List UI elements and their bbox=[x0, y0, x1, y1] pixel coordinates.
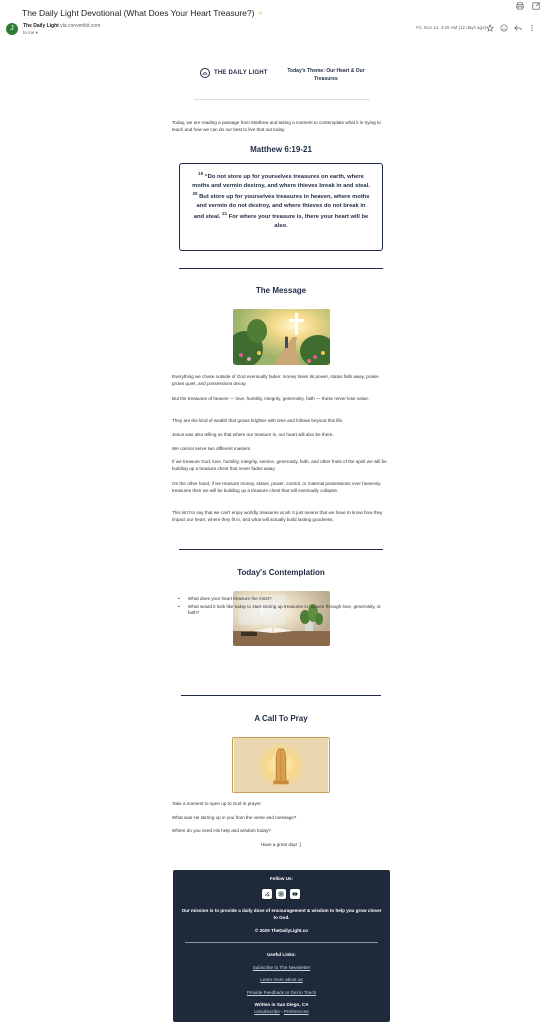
message-paragraph: Jesus was also telling us that where our treasure is, our heart will also be there. bbox=[172, 432, 334, 437]
newsletter-footer bbox=[173, 870, 390, 1022]
path-to-cross-icon bbox=[233, 309, 330, 365]
email-date: Fri, Nov 14, 4:26 AM (12 days ago) bbox=[416, 25, 486, 30]
email-subject-row bbox=[22, 6, 532, 20]
verse-number: 19 bbox=[198, 171, 204, 176]
pray-paragraph: Take a moment to open up to God in prayer. bbox=[172, 801, 262, 806]
message-paragraph: On the other hand, if we treasure money, status, power, control, or material possessions over heavenly treasures then we will be building up a treasure chest that will eventually collapse. bbox=[172, 481, 381, 493]
message-paragraph: If we treasure God, love, humility, integrity, service, generosity, faith, and other fruits of the spirit we will be building up a treasure chest that never fades away. bbox=[172, 459, 387, 471]
footer-manage-links bbox=[173, 1009, 390, 1014]
message-heading: The Message bbox=[255, 286, 307, 295]
email-subject: The Daily Light Devotional (What Does Your Heart Treasure?) bbox=[22, 8, 255, 18]
verse-text bbox=[192, 170, 370, 230]
verse-number: 20 bbox=[192, 191, 198, 197]
verse-reference: Matthew 6:19-21 bbox=[250, 145, 312, 154]
intro-text: Today, we are reading a passage from Matthew and taking a moment to contemplate what it is trying to teach and how we can do our best to live that out today. bbox=[172, 120, 381, 132]
message-paragraph: But the treasures of heaven — love, humility, integrity, generosity, faith — these never lose value. bbox=[172, 396, 370, 401]
separator: - bbox=[279, 1009, 284, 1014]
message-actions bbox=[486, 24, 536, 32]
contemplation-heading: Today's Contemplation bbox=[237, 568, 325, 577]
top-actions bbox=[516, 2, 540, 10]
recipient-toggle[interactable]: to me ▾ bbox=[23, 30, 38, 35]
reply-icon[interactable] bbox=[514, 24, 522, 32]
pray-paragraph: Where do you need His help and wisdom today? bbox=[172, 828, 271, 833]
sender-row bbox=[6, 22, 538, 38]
sender-display-name: The Daily Light bbox=[23, 23, 59, 29]
social-icon bbox=[264, 891, 270, 897]
print-icon[interactable] bbox=[516, 2, 524, 10]
message-paragraph: They are the kind of wealth that grows brighter with time and follows beyond this life. bbox=[172, 418, 344, 423]
useful-links-label: Useful Links: bbox=[267, 952, 296, 957]
section-divider bbox=[181, 695, 381, 696]
path-to-cross-image bbox=[233, 309, 330, 365]
social-link-1[interactable] bbox=[262, 889, 272, 899]
written-location: Written in San Diego, CA bbox=[254, 1002, 309, 1007]
importance-marker[interactable]: » bbox=[258, 9, 263, 17]
praying-hands-icon bbox=[233, 738, 329, 792]
subscribe-link[interactable]: Subscribe to The Newsletter bbox=[252, 965, 311, 970]
list-item: • What does your heart treasure the most? bbox=[176, 596, 388, 603]
sender-email: via convertkit.com bbox=[60, 23, 101, 29]
feedback-link[interactable]: Provide Feedback or Get in Touch bbox=[246, 990, 317, 995]
youtube-icon bbox=[292, 891, 298, 897]
social-links bbox=[262, 889, 300, 899]
unsubscribe-link[interactable]: Unsubscribe bbox=[254, 1009, 280, 1014]
pray-heading: A Call To Pray bbox=[254, 714, 308, 723]
section-divider bbox=[179, 549, 383, 550]
open-in-new-window-icon[interactable] bbox=[532, 2, 540, 10]
follow-label: Follow Us: bbox=[269, 876, 294, 881]
social-link-2[interactable] bbox=[276, 889, 286, 899]
brand-logo[interactable] bbox=[200, 68, 268, 78]
theme-title: Today's Theme: Our Heart & Our Treasures bbox=[287, 68, 365, 82]
pray-paragraph: What was He stirring up in you from the verse and message? bbox=[172, 815, 297, 820]
footer-divider bbox=[185, 942, 378, 943]
sender-name[interactable] bbox=[23, 23, 100, 29]
section-divider bbox=[179, 268, 383, 269]
mission-text: Our mission is to provide a daily dose of encouragement & wisdom to help you grow closer to God. bbox=[181, 908, 382, 920]
message-paragraph: This isn't to say that we can't enjoy worldly treasures at all. It just means that we have to know how they impact our heart, where they fit in, and what will actually build lasting goodness. bbox=[172, 510, 383, 522]
emoji-reaction-icon[interactable] bbox=[500, 24, 508, 32]
sun-icon bbox=[200, 68, 210, 78]
about-link[interactable]: Learn more about us bbox=[260, 977, 303, 982]
closing-text: Have a great day! :) bbox=[260, 842, 302, 847]
verse-number: 21 bbox=[222, 211, 228, 217]
header-divider bbox=[194, 99, 370, 100]
instagram-icon bbox=[278, 891, 284, 897]
verse-19: “Do not store up for yourselves treasures on earth, where moths and vermin destroy, and where thieves break in and steal. bbox=[192, 173, 370, 189]
more-options-icon[interactable] bbox=[528, 24, 536, 32]
avatar[interactable]: J bbox=[6, 23, 18, 35]
praying-hands-image bbox=[232, 737, 330, 793]
message-paragraph: We cannot serve two different masters. bbox=[172, 446, 252, 451]
verse-box bbox=[179, 163, 383, 251]
list-item: • What would it look like today to start storing up treasures in heaven through love, generosity, or faith? bbox=[176, 604, 388, 617]
verse-20: But store up for yourselves treasures in heaven, where moths and vermin do not destroy, and where thieves do not break in and steal. bbox=[193, 194, 370, 221]
social-link-3[interactable] bbox=[290, 889, 300, 899]
verse-21: For where your treasure is, there your heart will be also. bbox=[228, 214, 369, 229]
brand-name: THE DAILY LIGHT bbox=[214, 70, 268, 76]
copyright: © 2025 TheDailyLight.co bbox=[254, 928, 309, 933]
star-icon[interactable] bbox=[486, 24, 494, 32]
contemplation-list bbox=[176, 596, 388, 618]
message-paragraph: Everything we chase outside of God eventually fades: money loses its power, status falls away, praise grows quiet, and possessions decay. bbox=[172, 374, 379, 386]
preferences-link[interactable]: Preferences bbox=[283, 1009, 309, 1014]
